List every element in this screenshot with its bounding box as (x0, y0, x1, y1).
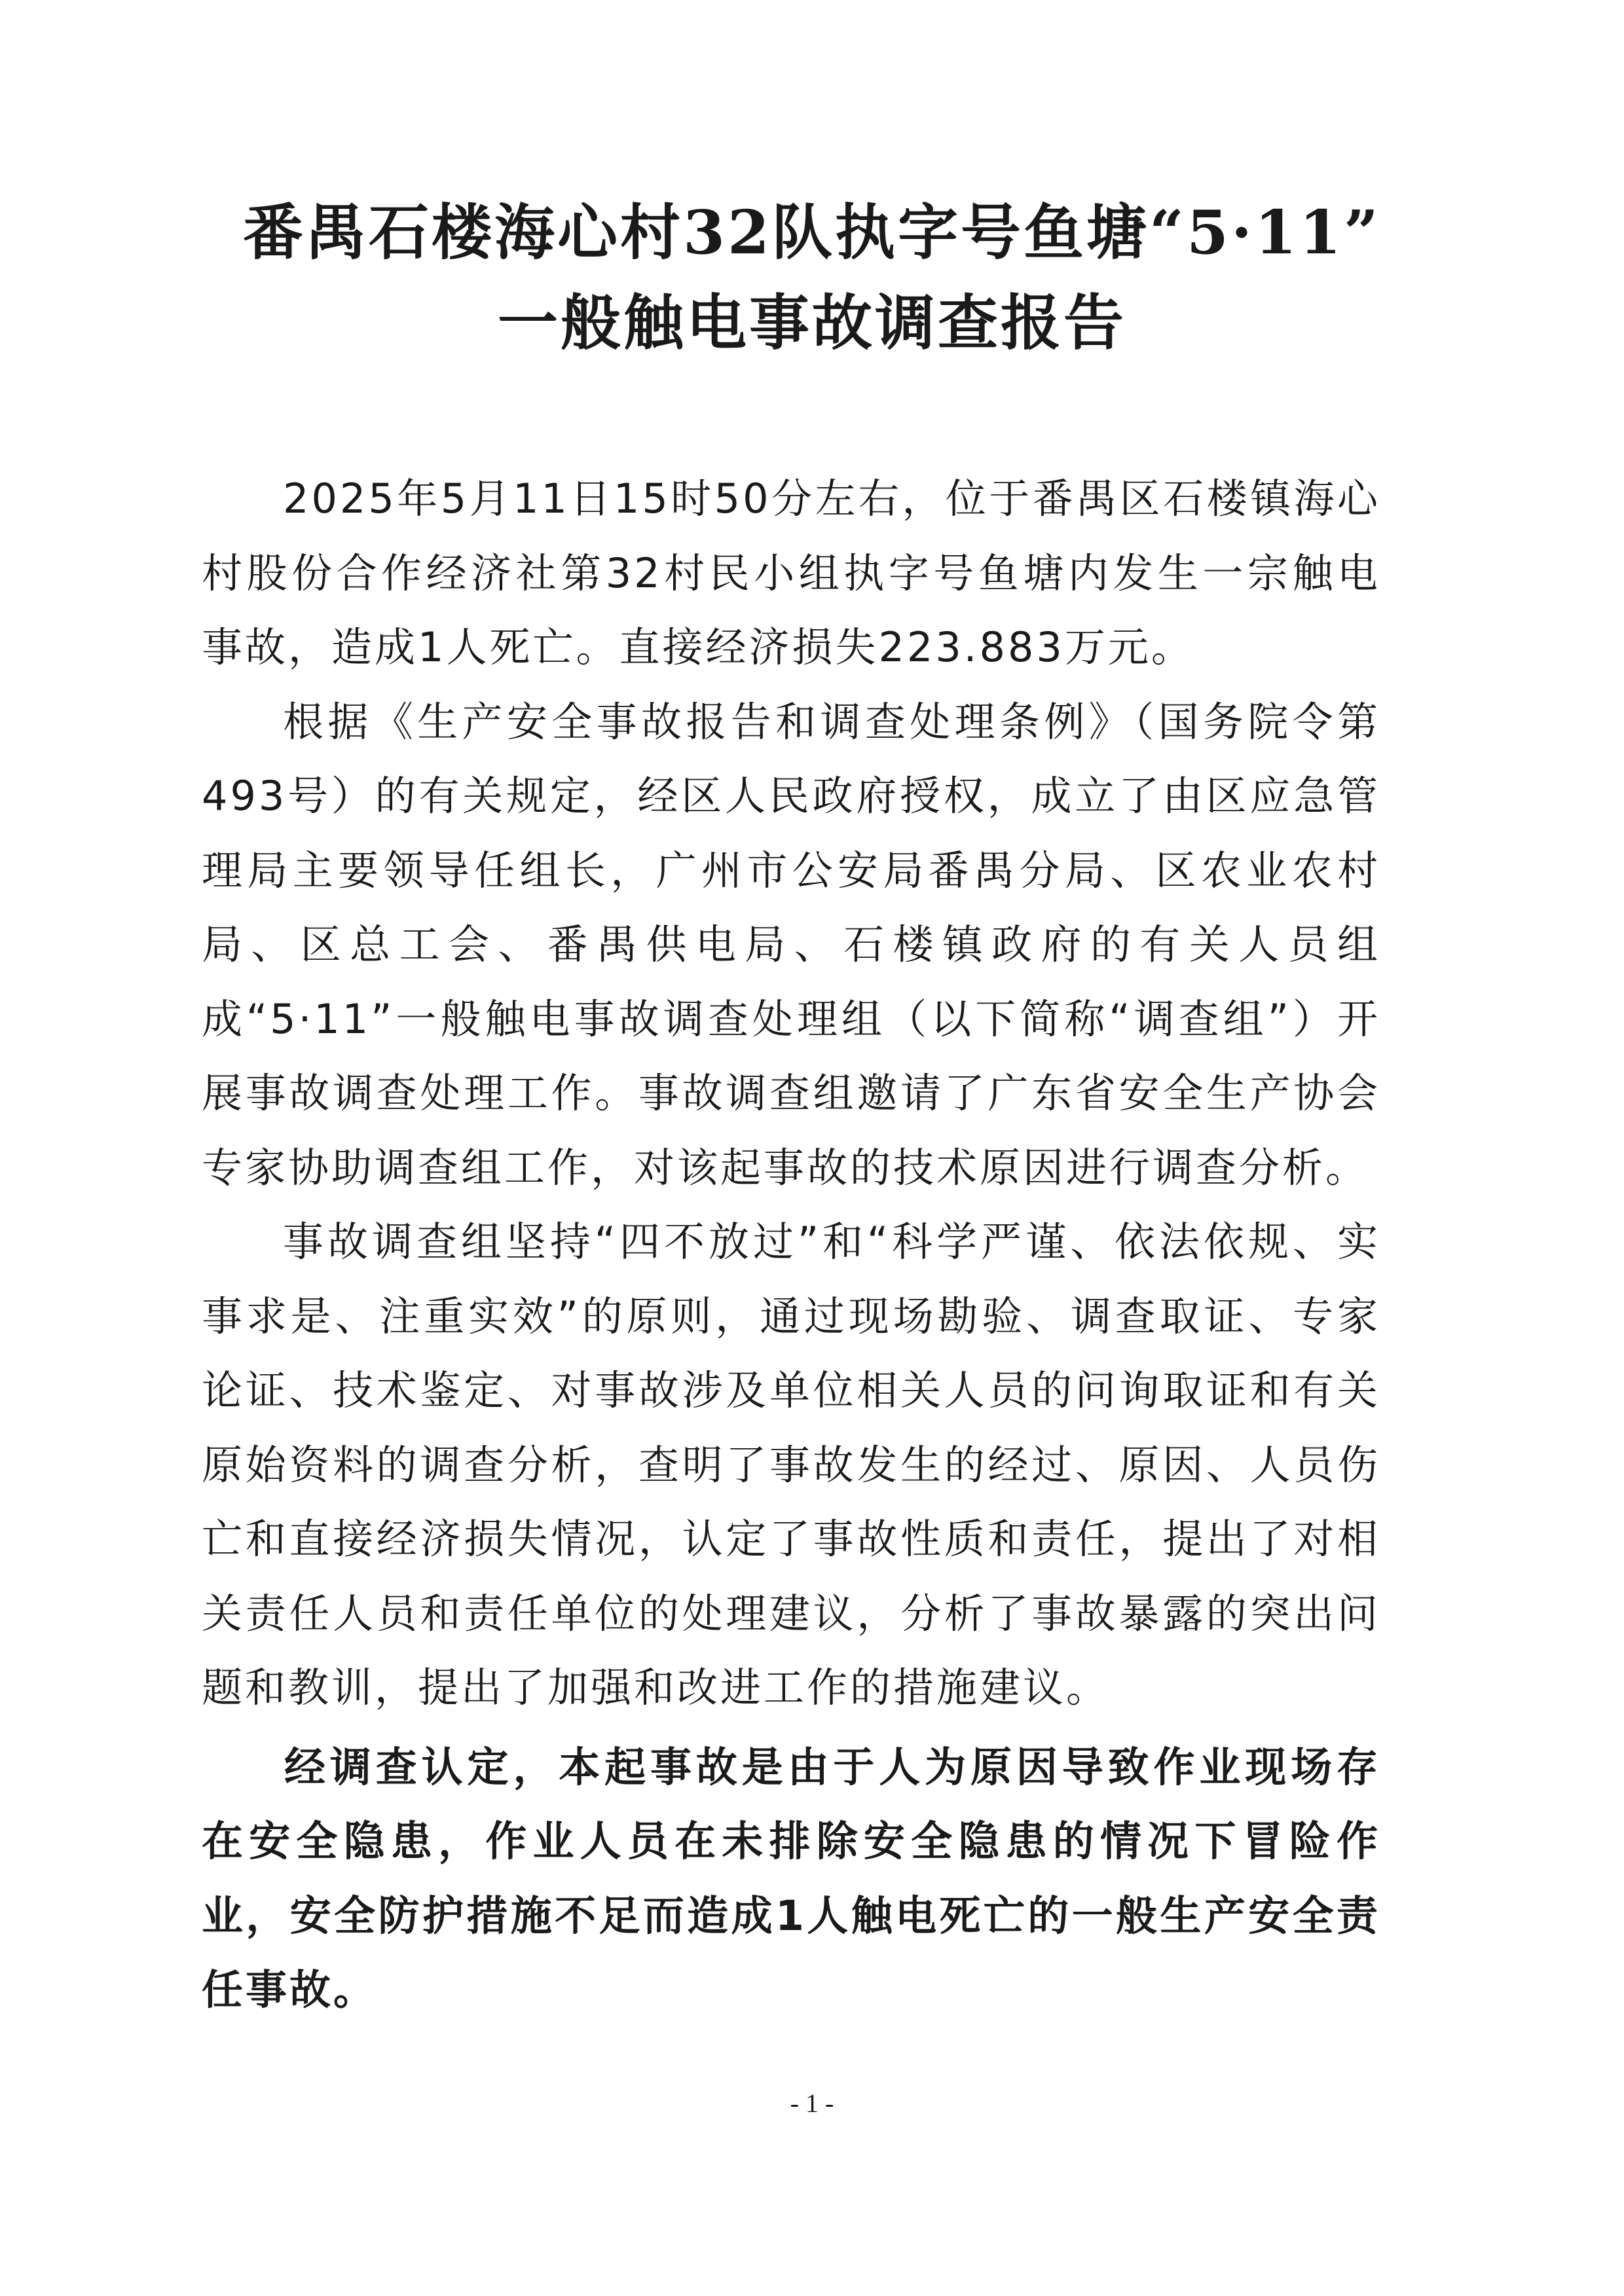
page-number: - 1 - (790, 2088, 834, 2118)
paragraph-conclusion: 经调查认定，本起事故是由于人为原因导致作业现场存在安全隐患，作业人员在未排除安全隐患的情况下冒险作业，安全防护措施不足而造成1人触电死亡的一般生产安全责任事故。 (202, 1743, 1380, 2014)
paragraph-investigation-principles: 事故调查组坚持“四不放过”和“科学严谨、依法依规、实事求是、注重实效”的原则，通过现场勘验、调查取证、专家论证、技术鉴定、对事故涉及单位相关人员的问询取证和有关原始资料的调查分析，查明了事故发生的经过、原因、人员伤亡和直接经济损失情况，认定了事故性质和责任，提出了对相关责任人员和责任单位的处理建议，分析了事故暴露的突出问题和教训，提出了加强和改进工作的措施建议。 (202, 1218, 1380, 1711)
paragraph-investigation-team: 根据《生产安全事故报告和调查处理条例》（国务院令第493号）的有关规定，经区人民政府授权，成立了由区应急管理局主要领导任组长，广州市公安局番禺分局、区农业农村局、区总工会、番禺供电局、石楼镇政府的有关人员组成“5·11”一般触电事故调查处理组（以下简称“调查组”）开展事故调查处理工作。事故调查组邀请了广东省安全生产协会专家协助调查组工作，对该起事故的技术原因进行调查分析。 (202, 697, 1380, 1192)
report-body (202, 462, 1380, 2028)
paragraph-accident-summary: 2025年5月11日15时50分左右，位于番禺区石楼镇海心村股份合作经济社第32村民小组执字号鱼塘内发生一宗触电事故，造成1人死亡。直接经济损失223.883万元。 (202, 475, 1380, 671)
report-title-line-2: 一般触电事故调查报告 (497, 287, 1126, 358)
report-title-line-1: 番禺石楼海心村32队执字号鱼塘“5·11” (243, 197, 1381, 268)
